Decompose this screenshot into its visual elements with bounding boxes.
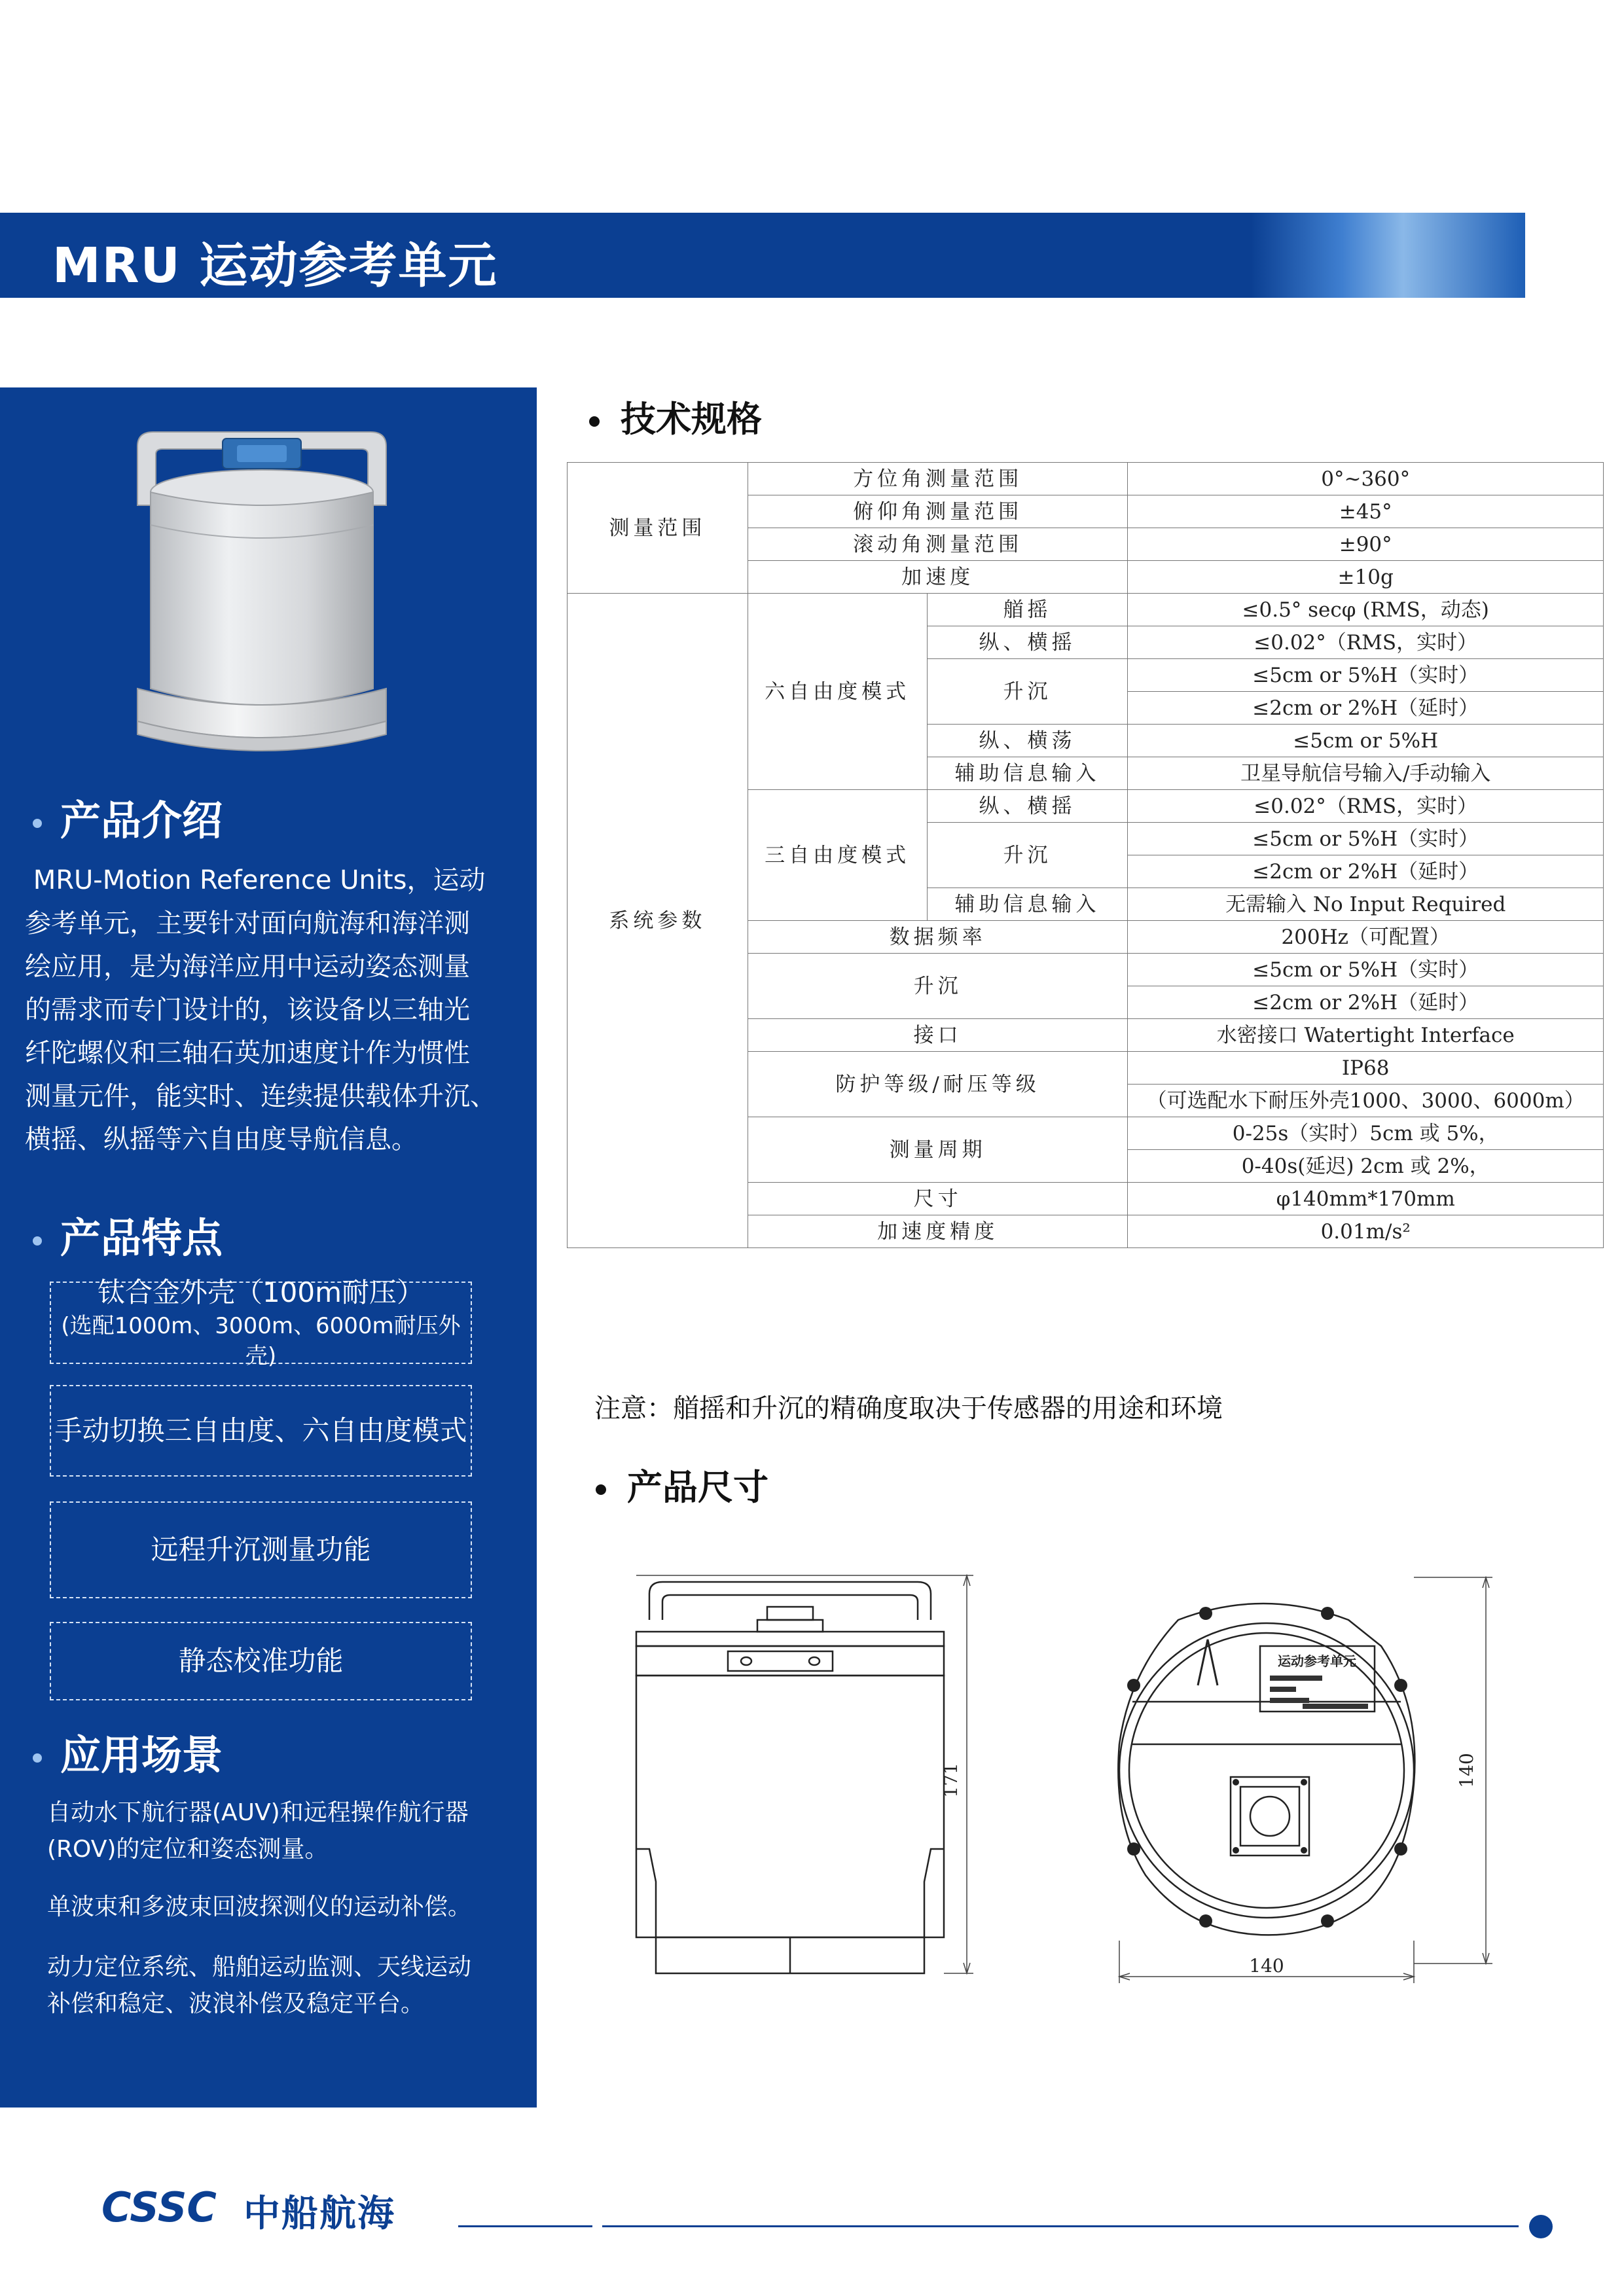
page-title: MRU 运动参考单元 (52, 238, 498, 294)
intro-line: 纤陀螺仪和三轴石英加速度计作为惯性 (25, 1038, 470, 1068)
spec-label: 俯仰角测量范围 (748, 495, 1128, 528)
spec-value: 无需输入 No Input Required (1128, 888, 1604, 921)
spec-label: 加速度精度 (748, 1215, 1128, 1248)
application-line: 补偿和稳定、波浪补偿及稳定平台。 (47, 1990, 425, 2017)
accuracy-note: 注意：艏摇和升沉的精确度取决于传感器的用途和环境 (594, 1393, 1223, 1424)
table-row (568, 594, 1604, 626)
brand-name: 中船航海 (244, 2193, 395, 2235)
product-photo (124, 427, 399, 761)
diameter-horizontal-label: 140 (1249, 1955, 1284, 1977)
bullet-dot-icon (33, 819, 42, 828)
features-heading (33, 1206, 223, 1264)
spec-value: ≤5cm or 5%H（实时） (1128, 659, 1604, 692)
spec-label: 加速度 (748, 561, 1128, 594)
spec-value: ≤2cm or 2%H（延时） (1128, 692, 1604, 725)
spec-value: 0-40s(延迟) 2cm 或 2%， (1128, 1150, 1604, 1183)
spec-label: 接口 (748, 1019, 1128, 1052)
spec-label: 测量周期 (748, 1117, 1128, 1183)
dimensions-heading (596, 1460, 768, 1510)
application-line: 自动水下航行器(AUV)和远程操作航行器 (47, 1799, 469, 1826)
intro-line: 绘应用，是为海洋应用中运动姿态测量 (25, 952, 470, 982)
spec-value: ≤2cm or 2%H（延时） (1128, 855, 1604, 888)
spec-label: 防护等级/耐压等级 (748, 1052, 1128, 1117)
diameter-vertical-label: 140 (1456, 1753, 1477, 1788)
spec-label: 尺寸 (748, 1183, 1128, 1215)
application-item (47, 1795, 505, 1868)
spec-value: ±10g (1128, 561, 1604, 594)
feature-main-text: 静态校准功能 (178, 1645, 344, 1677)
footer-dot-icon (1529, 2215, 1553, 2238)
feature-main-text: 远程升沉测量功能 (151, 1534, 371, 1566)
feature-box-static-calibration (50, 1622, 472, 1700)
spec-label: 纵、横摇 (927, 790, 1128, 823)
intro-line: 的需求而专门设计的，该设备以三轴光 (25, 995, 470, 1025)
application-line: (ROV)的定位和姿态测量。 (47, 1836, 329, 1863)
dimensions-heading-label: 产品尺寸 (627, 1467, 768, 1508)
intro-heading (33, 788, 223, 846)
spec-value: 卫星导航信号输入/手动输入 (1128, 757, 1604, 790)
spec-value: 水密接口 Watertight Interface (1128, 1019, 1604, 1052)
cssc-logo-icon (101, 2183, 232, 2229)
group-measure-range: 测量范围 (568, 463, 748, 594)
spec-label: 数据频率 (748, 921, 1128, 954)
spec-label: 方位角测量范围 (748, 463, 1128, 495)
spec-label: 辅助信息输入 (927, 888, 1128, 921)
spec-label: 纵、横荡 (927, 725, 1128, 757)
feature-sub-text: (选配1000m、3000m、6000m耐压外壳) (61, 1313, 461, 1369)
logo-mark-text: CSSC (101, 2183, 217, 2229)
spec-label: 升沉 (927, 659, 1128, 725)
spec-label: 辅助信息输入 (927, 757, 1128, 790)
intro-heading-label: 产品介绍 (60, 797, 223, 844)
intro-paragraph (25, 859, 522, 1161)
features-heading-label: 产品特点 (60, 1214, 223, 1262)
mode-three-dof: 三自由度模式 (748, 790, 927, 921)
feature-main-text: 钛合金外壳（100m耐压） (97, 1276, 425, 1308)
feature-box-titanium (50, 1276, 472, 1369)
spec-value: ≤0.02°（RMS，实时） (1128, 626, 1604, 659)
dimension-drawing-top (1106, 1574, 1499, 1986)
applications-heading-label: 应用场景 (60, 1731, 223, 1779)
specs-heading (589, 391, 762, 442)
feature-box-mode-switch (50, 1385, 472, 1477)
application-item (47, 1949, 505, 2022)
bullet-dot-icon (33, 1753, 42, 1763)
table-row (568, 463, 1604, 495)
bullet-dot-icon (596, 1484, 606, 1495)
spec-label: 升沉 (927, 823, 1128, 888)
spec-value: 0°~360° (1128, 463, 1604, 495)
spec-table (567, 462, 1604, 1248)
intro-line: 测量元件，能实时、连续提供载体升沉、 (25, 1081, 496, 1111)
spec-value: （可选配水下耐压外壳1000、3000、6000m） (1128, 1085, 1604, 1117)
applications-heading (33, 1723, 223, 1781)
application-line: 动力定位系统、船舶运动监测、天线运动 (47, 1954, 472, 1981)
nameplate-title: 运动参考单元 (1278, 1653, 1356, 1669)
group-system-params: 系统参数 (568, 594, 748, 1248)
bullet-dot-icon (589, 416, 600, 427)
title-banner (0, 213, 1525, 298)
intro-line: 参考单元，主要针对面向航海和海洋测 (25, 908, 470, 939)
bullet-dot-icon (33, 1236, 42, 1246)
spec-value: 200Hz（可配置） (1128, 921, 1604, 954)
application-item (47, 1889, 505, 1926)
spec-label: 艏摇 (927, 594, 1128, 626)
spec-value: ≤5cm or 5%H（实时） (1128, 954, 1604, 986)
height-dimension-label: 171 (940, 1763, 962, 1798)
footer-divider (458, 2225, 592, 2227)
feature-box-remote-heave (50, 1501, 472, 1598)
spec-value: ≤0.02°（RMS，实时） (1128, 790, 1604, 823)
spec-value: ±90° (1128, 528, 1604, 561)
spec-value: ≤5cm or 5%H (1128, 725, 1604, 757)
spec-value: 0.01m/s² (1128, 1215, 1604, 1248)
dimension-drawing-side (630, 1574, 977, 1993)
spec-value: φ140mm*170mm (1128, 1183, 1604, 1215)
sidebar (0, 387, 537, 2108)
spec-value: ±45° (1128, 495, 1604, 528)
spec-value: 0-25s（实时）5cm 或 5%， (1128, 1117, 1604, 1150)
application-line: 单波束和多波束回波探测仪的运动补偿。 (47, 1893, 472, 1920)
feature-main-text: 手动切换三自由度、六自由度模式 (54, 1414, 467, 1446)
spec-value: ≤0.5° secφ (RMS，动态) (1128, 594, 1604, 626)
intro-line: MRU-Motion Reference Units，运动 (25, 865, 486, 895)
spec-value: IP68 (1128, 1052, 1604, 1085)
spec-label: 滚动角测量范围 (748, 528, 1128, 561)
mode-six-dof: 六自由度模式 (748, 594, 927, 790)
spec-label: 升沉 (748, 954, 1128, 1019)
intro-line: 横摇、纵摇等六自由度导航信息。 (25, 1124, 418, 1155)
spec-value: ≤2cm or 2%H（延时） (1128, 986, 1604, 1019)
footer-divider (602, 2225, 1519, 2227)
specs-heading-label: 技术规格 (621, 399, 762, 440)
spec-label: 纵、横摇 (927, 626, 1128, 659)
spec-value: ≤5cm or 5%H（实时） (1128, 823, 1604, 855)
